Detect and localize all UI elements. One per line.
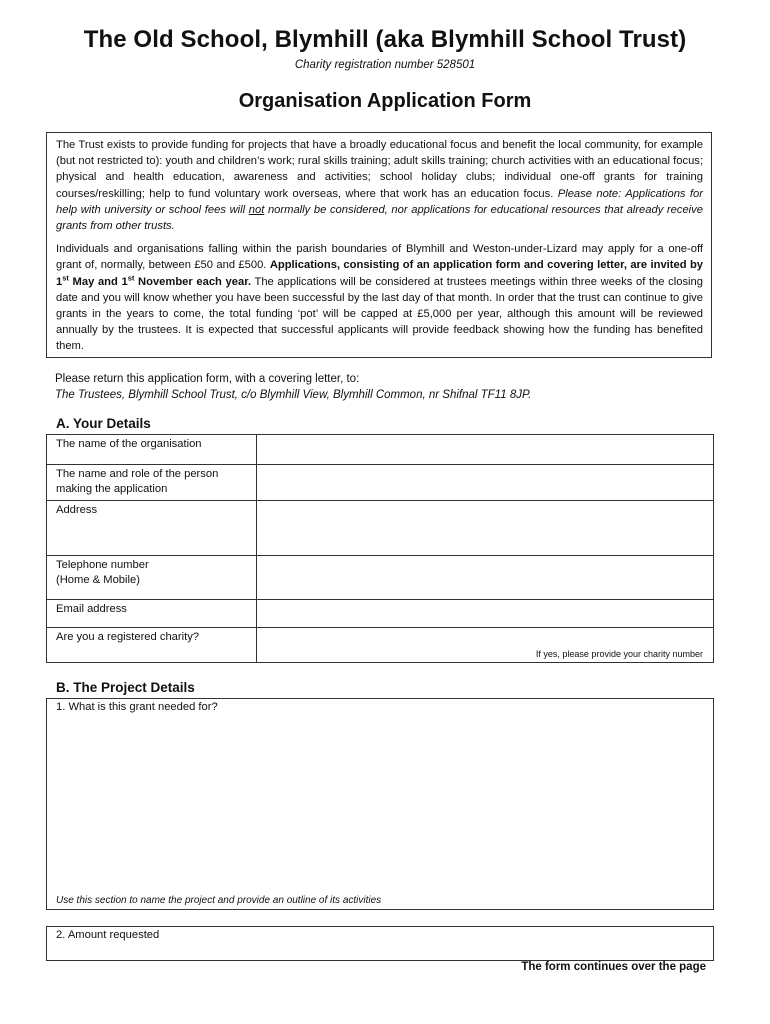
amount-requested-field[interactable] — [46, 926, 714, 961]
telephone-row — [47, 556, 714, 600]
email-field[interactable] — [257, 600, 714, 628]
grant-purpose-field[interactable] — [46, 698, 714, 910]
telephone-label: Telephone number (Home & Mobile) — [47, 556, 257, 600]
intro-paragraph-2: Individuals and organisations falling within the parish boundaries of Blymhill and Weston-under-Lizard may apply for a one-off grant of, normally, between £50 and £500. Applications, consisting of an application form and covering letter, are invited by 1st May and 1st November each year. The applications will be considered at trustees meetings within three weeks of the closing date and you will know whether you have been successful by the last day of that month. In order that the trust can continue to give grants in the years to come, the total funding ‘pot’ will be capped at £5,000 per year, although this amount will be reviewed annually by the trustees. It is expected that successful applicants will provide feedback showing how the funding has benefited them. — [56, 243, 704, 353]
not-emphasis: not — [248, 203, 265, 216]
grant-purpose-label: 1. What is this grant needed for? — [56, 701, 218, 713]
address-label: Address — [47, 501, 257, 556]
intro-paragraph-1 — [56, 137, 703, 234]
grant-purpose-hint: Use this section to name the project and provide an outline of its activities — [56, 895, 382, 906]
document-title: The Old School, Blymhill (aka Blymhill School Trust) — [83, 26, 687, 53]
charity-number-hint: If yes, please provide your charity number — [535, 648, 703, 659]
address-field[interactable] — [257, 501, 714, 556]
email-label: Email address — [47, 600, 257, 628]
continues-note: The form continues over the page — [521, 961, 706, 973]
form-title: Organisation Application Form — [238, 90, 532, 112]
registered-charity-row — [47, 628, 714, 663]
intro-text: The Trust exists to provide funding for projects that have a broadly educational focus and benefit the local community, for example (but not restricted to): youth and children’s work; rural skills training; adult skills training; church activities with an educational focus; physical and health education, awareness and activities; school holiday clubs; individual one-off grants for training courses/reskilling; help to fund voluntary work overseas, where that work has an education focus. — [56, 139, 703, 200]
email-row — [47, 600, 714, 628]
applicant-name-row — [47, 465, 714, 501]
section-a-heading: A. Your Details — [56, 416, 151, 431]
section-b-heading: B. The Project Details — [56, 680, 195, 695]
return-address: The Trustees, Blymhill School Trust, c/o Blymhill View, Blymhill Common, nr Shifnal TF11 8JP. — [55, 389, 532, 401]
address-row — [47, 501, 714, 556]
your-details-table — [46, 434, 714, 663]
registered-charity-label: Are you a registered charity? — [47, 628, 257, 663]
telephone-field[interactable] — [257, 556, 714, 600]
return-instructions — [55, 371, 715, 403]
charity-registration-number: Charity registration number 528501 — [294, 59, 476, 71]
organisation-name-field[interactable] — [257, 435, 714, 465]
registered-charity-field[interactable] — [257, 628, 714, 663]
amount-requested-label: 2. Amount requested — [56, 929, 160, 941]
return-line: Please return this application form, with a covering letter, to: — [55, 373, 360, 385]
organisation-name-row — [47, 435, 714, 465]
intro-note: Please note: Applications for help with university or school fees will not normally be considered, nor applications for educational resources that already receive grants from other trusts. — [56, 187, 703, 233]
organisation-name-label: The name of the organisation — [47, 435, 257, 465]
applicant-name-label: The name and role of the person making the application — [47, 465, 257, 501]
applicant-name-field[interactable] — [257, 465, 714, 501]
deadline-text: Applications, consisting of an application form and covering letter, are invited by 1st May and 1st November each year. — [56, 259, 704, 288]
intro-box — [46, 132, 712, 358]
